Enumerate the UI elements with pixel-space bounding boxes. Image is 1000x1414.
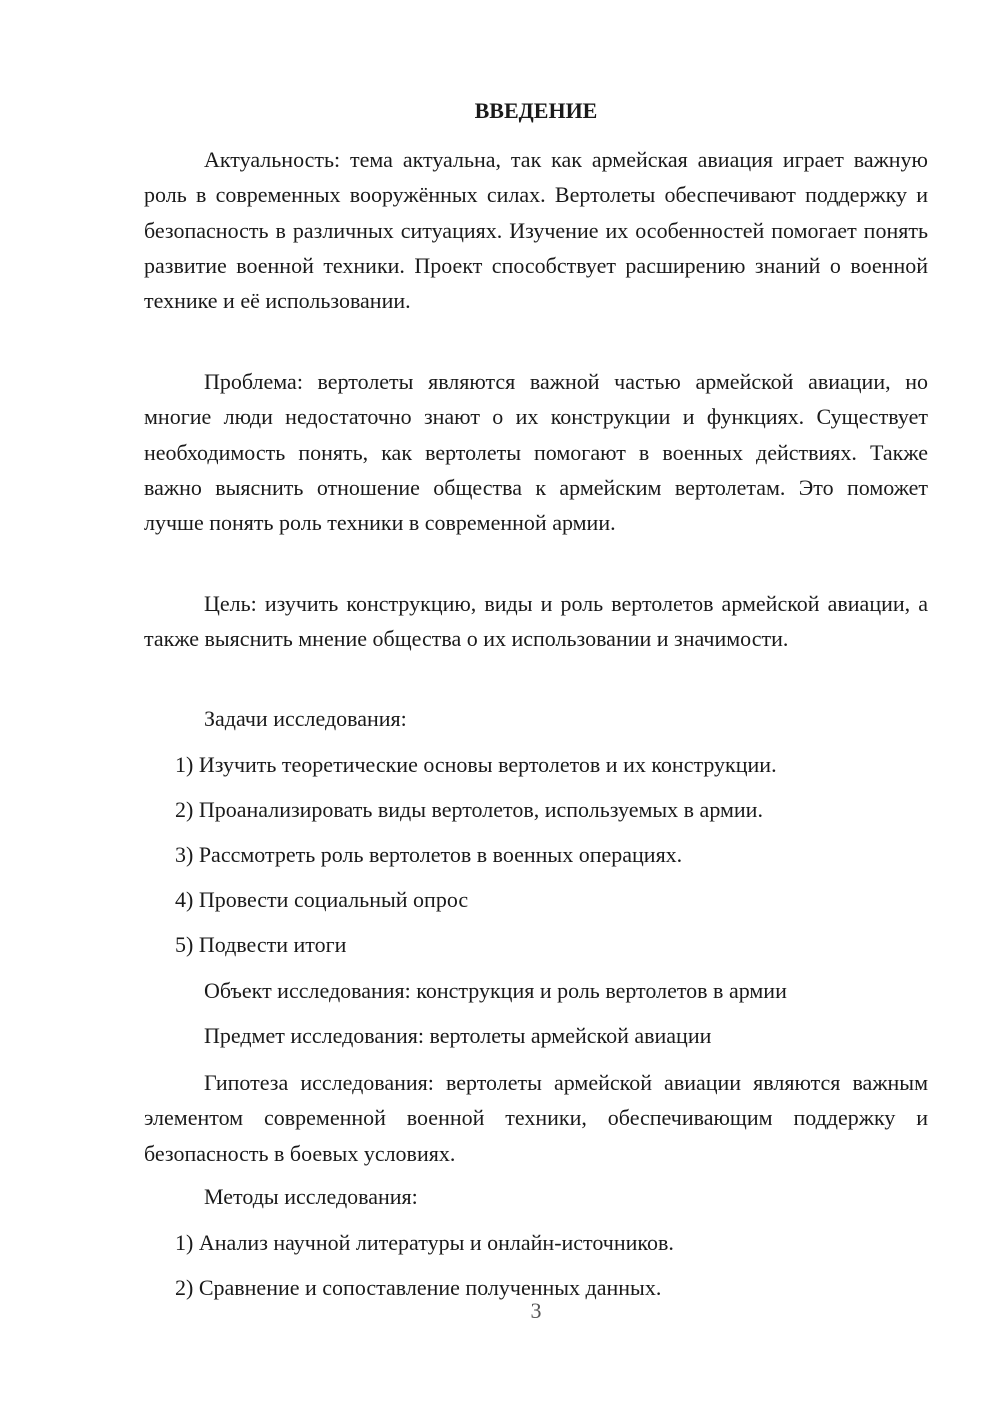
problem-paragraph: Проблема: вертолеты являются важной частью армейской авиации, но многие люди недостаточно знают о их конструкции и функциях. Существует необходимость понять, как вертолеты помогают в военных действиях. Также важно выяснить отношение общества к армейским вертолетам. Это поможет лучше понять роль техники в современной армии. <box>144 369 928 536</box>
tasks-title: Задачи исследования: <box>204 706 407 731</box>
task-item: 5) Подвести итоги <box>175 932 347 957</box>
task-item: 2) Проанализировать виды вертолетов, используемых в армии. <box>175 797 763 822</box>
method-item: 1) Анализ научной литературы и онлайн-источников. <box>175 1230 674 1255</box>
subject-line: Предмет исследования: вертолеты армейской авиации <box>204 1023 712 1048</box>
methods-title: Методы исследования: <box>204 1184 418 1209</box>
relevance-paragraph: Актуальность: тема актуальна, так как армейская авиация играет важную роль в современных вооружённых силах. Вертолеты обеспечивают поддержку и безопасность в различных ситуациях. Изучение их особенностей помогает понять развитие военной техники. Проект способствует расширению знаний о военной технике и её использовании. <box>144 147 928 314</box>
page-number: 3 <box>530 1298 542 1323</box>
goal-paragraph: Цель: изучить конструкцию, виды и роль вертолетов армейской авиации, а также выяснить мнение общества о их использовании и значимости. <box>144 591 928 652</box>
task-item: 4) Провести социальный опрос <box>175 887 469 912</box>
method-item: 2) Сравнение и сопоставление полученных данных. <box>175 1275 662 1300</box>
hypothesis-paragraph: Гипотеза исследования: вертолеты армейской авиации являются важным элементом современной военной техники, обеспечивающим поддержку и безопасность в боевых условиях. <box>144 1070 928 1166</box>
object-line: Объект исследования: конструкция и роль вертолетов в армии <box>204 978 787 1003</box>
task-item: 3) Рассмотреть роль вертолетов в военных операциях. <box>175 842 683 867</box>
task-item: 1) Изучить теоретические основы вертолетов и их конструкции. <box>175 752 777 777</box>
section-heading: ВВЕДЕНИЕ <box>474 98 598 123</box>
